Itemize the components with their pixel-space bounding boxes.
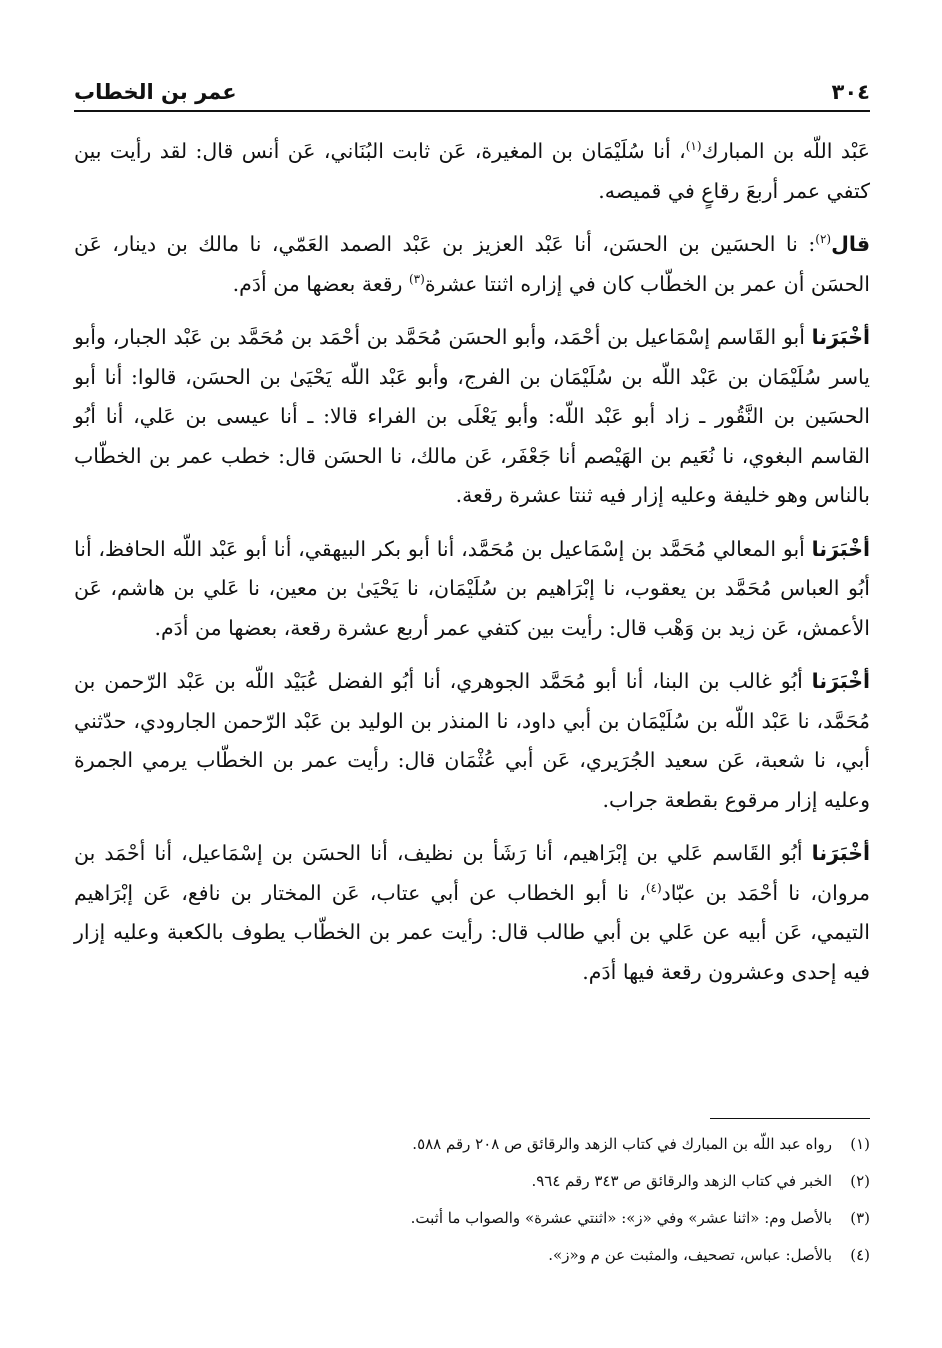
paragraph-5-lead: أخْبَرَنا <box>811 669 870 693</box>
paragraph-2 <box>74 225 870 304</box>
main-text <box>74 132 870 1006</box>
paragraph-6 <box>74 834 870 992</box>
footnote-1 <box>74 1126 870 1163</box>
footnote-ref-4[interactable]: (٤) <box>645 880 662 895</box>
paragraph-6-lead: أخْبَرَنا <box>811 841 870 865</box>
footnote-text: رواه عبد اللّه بن المبارك في كتاب الزهد والرقائق ص ٢٠٨ رقم ٥٨٨. <box>412 1135 832 1153</box>
paragraph-6-part1: أبُو القَاسم عَلي بن إبْرَاهيم، أنا رَشَأ بن نظيف، أنا الحسَن بن إسْمَاعيل، أنا أحْمَد بن مروان، نا أحْمَد بن عبّاد <box>74 841 870 905</box>
page-header <box>74 72 870 104</box>
footnote-3 <box>74 1200 870 1237</box>
footnote-number: (٢) <box>850 1172 870 1190</box>
footnote-ref-2[interactable]: (٢) <box>815 232 832 247</box>
paragraph-5-text: أبُو غالب بن البنا، أنا أبو مُحَمَّد الجوهري، أنا أبُو الفضل عُبَيْد اللّه بن عَبْد الرّحمن بن مُحَمَّد، نا عَبْد اللّه بن سُلَيْمَان بن أبي داود، نا المنذر بن الوليد بن عَبْد الرّحمن الجارودي، حدّثني أبي، نا شعبة، عَن سعيد الجُرَيري، عَن أبي عُثْمَان قال: رأيت عمر بن الخطّاب يرمي الجمرة وعليه إزار مرقوع بقطعة جراب. <box>74 669 870 812</box>
page-number: ٣٠٤ <box>831 80 870 104</box>
paragraph-3 <box>74 318 870 516</box>
footnote-4 <box>74 1237 870 1274</box>
footnote-text: بالأصل وم: «اثنا عشر» وفي «ز»: «اثنتي عشرة» والصواب ما أثبت. <box>410 1209 832 1227</box>
paragraph-3-text: أبو القَاسم إسْمَاعيل بن أحْمَد، وأبو الحسَن مُحَمَّد بن أحْمَد بن مُحَمَّد بن عَبْد الجبار، وأبو ياسر سُلَيْمَان بن عَبْد اللّه بن سُلَيْمَان بن الفرج، وأبو عَبْد اللّه يَحْيَىٰ بن الحسَن، قالوا: أنا أبو الحسَين بن النَّقُور ـ زاد أبو عَبْد اللّه: وأبو يَعْلَى بن الفراء قالا: ـ أنا عيسى بن عَلي، أنا أبُو القاسم البغوي، نا نُعَيم بن الهَيْصم أنا جَعْفَر، عَن مالك، نا الحسَن قال: خطب عمر بن الخطّاب بالناس وهو خليفة وعليه إزار فيه ثنتا عشرة رقعة. <box>74 325 870 507</box>
paragraph-2-part1: : نا الحسَين بن الحسَن، أنا عَبْد العزيز بن عَبْد الصمد العَمّي، نا مالك بن دينار، عَن الحسَن أن عمر بن الخطّاب كان في إزاره اثنتا عشرة <box>74 232 870 296</box>
footnote-text: الخبر في كتاب الزهد والرقائق ص ٣٤٣ رقم ٩٦٤. <box>531 1172 832 1190</box>
paragraph-2-part2: رقعة بعضها من أدَم. <box>232 271 409 296</box>
footnote-text: بالأصل: عباس، تصحيف، والمثبت عن م و«ز». <box>548 1246 832 1264</box>
paragraph-6-part2: ، نا أبو الخطاب عن أبي عتاب، عَن المختار بن نافع، عَن إبْرَاهيم التيمي، عَن أبيه عن عَلي بن أبي طالب قال: رأيت عمر بن الخطّاب يطوف بالكعبة وعليه إزار فيه إحدى وعشرون رقعة فيها أدَم. <box>74 880 870 984</box>
paragraph-1-part2: ، أنا سُلَيْمَان بن المغيرة، عَن ثابت البُنَاني، عَن أنس قال: لقد رأيت بين كتفي عمر أربعَ رقاعٍ في قميصه. <box>74 139 870 203</box>
paragraph-1 <box>74 132 870 211</box>
footnote-rule <box>710 1118 870 1119</box>
paragraph-3-lead: أخْبَرَنا <box>811 325 870 349</box>
footnote-number: (٣) <box>850 1209 870 1227</box>
running-title: عمر بن الخطاب <box>74 80 237 104</box>
footnote-number: (٤) <box>850 1246 870 1264</box>
footnote-number: (١) <box>850 1135 870 1153</box>
paragraph-4-lead: أخْبَرَنا <box>811 536 870 561</box>
footnote-2 <box>74 1163 870 1200</box>
footnotes <box>74 1126 870 1274</box>
paragraph-2-lead: قال <box>831 232 870 256</box>
paragraph-5 <box>74 662 870 820</box>
header-rule <box>74 110 870 112</box>
paragraph-4 <box>74 530 870 649</box>
footnote-ref-1[interactable]: (١) <box>685 139 702 154</box>
paragraph-4-text: أبو المعالي مُحَمَّد بن إسْمَاعيل بن مُحَمَّد، أنا أبو بكر البيهقي، أنا أبو عَبْد اللّه الحافظ، أنا أبُو العباس مُحَمَّد بن يعقوب، نا إبْرَاهيم بن سُلَيْمَان، نا يَحْيَىٰ بن معين، نا عَلي بن هاشم، عَن الأعمش، عَن زيد بن وَهْب قال: رأيت بين كتفي عمر أربع عشرة رقعة، بعضها من أدَم. <box>74 536 870 640</box>
footnote-ref-3[interactable]: (٣) <box>408 271 425 286</box>
paragraph-1-part1: عَبْد اللّه بن المبارك <box>701 139 870 163</box>
